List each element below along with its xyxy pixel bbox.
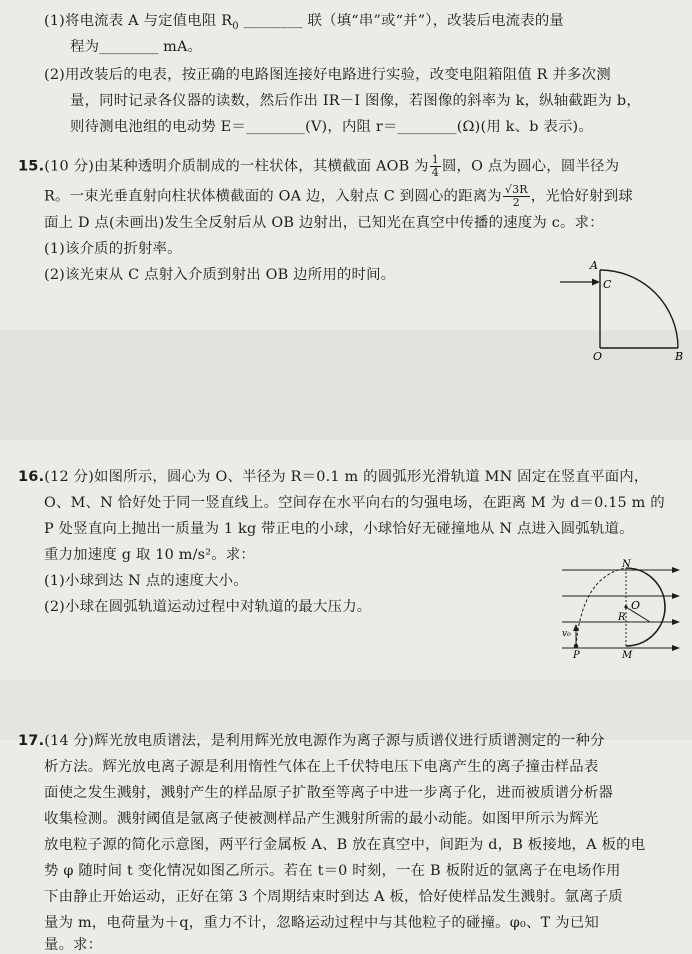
- q16-ball-P: [574, 644, 578, 648]
- q17-line7: 下由静止开始运动，正好在第 3 个周期结束时到达 A 板，恰好使样品发生溅射。氩离子质: [44, 889, 623, 905]
- q17-line6: 势 φ 随时间 t 变化情况如图乙所示。若在 t＝0 时刻，一在 B 板附近的氩离子在电场作用: [44, 863, 621, 879]
- q17-line4: 收集检测。溅射阈值是氩离子使被测样品产生溅射所需的最小动能。如图甲所示为辉光: [44, 811, 599, 827]
- q15-label-B: B: [675, 350, 684, 363]
- q17-line8: 量为 m，电荷量为＋q，重力不计，忽略运动过程中与其他粒子的碰撞。φ₀、T 为已知: [44, 915, 599, 931]
- q17-line5: 放电粒子源的简化示意图，两平行金属板 A、B 放在真空中，间距为 d，B 板接地，A 板的电: [44, 837, 646, 853]
- q15-question1: (1)该介质的折射率。: [44, 241, 182, 257]
- q14-part2-line3: 则待测电池组的电动势 E＝________(V)，内阻 r＝________(Ω)(用 k、b 表示)。: [70, 119, 593, 135]
- q15-points: (10 分): [44, 158, 95, 175]
- q16-question2: (2)小球在圆弧轨道运动过程中对轨道的最大压力。: [44, 599, 372, 615]
- q17-line2: 析方法。辉光放电离子源是利用惰性气体在上千伏特电压下电离产生的离子撞击样品表: [44, 759, 599, 775]
- q16-ball-trajectory: [576, 568, 626, 646]
- q17-number: 17.: [18, 733, 45, 749]
- q17-line1: 17.(14 分)辉光放电质谱法，是利用辉光放电源作为离子源与质谱仪进行质谱测定的一种分: [18, 733, 605, 749]
- q17-line3: 面使之发生溅射，溅射产生的样品原子扩散至等离子中进一步离子化，进而被质谱分析器: [44, 785, 614, 801]
- q15-label-C: C: [603, 278, 612, 291]
- q15-label-A: A: [590, 259, 598, 272]
- q16-label-M: M: [622, 650, 633, 661]
- q16-label-P: P: [573, 650, 580, 661]
- q16-line1: 16.(12 分)如图所示，圆心为 O、半径为 R＝0.1 m 的圆弧形光滑轨道 MN 固定在竖直平面内，: [18, 469, 649, 485]
- q16-line2: O、M、N 恰好处于同一竖直线上。空间存在水平向右的匀强电场，在距离 M 为 d＝0.15 m 的: [44, 495, 665, 511]
- q16-v0-arrowhead: [573, 624, 579, 631]
- q16-line3: P 处竖直向上抛出一质量为 1 kg 带正电的小球，小球恰好无碰撞地从 N 点进入圆弧轨道。: [44, 521, 634, 537]
- q16-label-N: N: [622, 559, 631, 570]
- q15-line1: 15.(10 分)由某种透明介质制成的一柱状体，其横截面 AOB 为 $\frac{1}{4}$ 圆，O 点为圆心，圆半径为: [18, 153, 620, 179]
- q14-part2-line1: (2)用改装后的电表，按正确的电路图连接好电路进行实验，改变电阻箱阻值 R 并多次测: [44, 67, 611, 83]
- q15-line3: 面上 D 点(未画出)发生全反射后从 OB 边射出，已知光在真空中传播的速度为 c。求：: [44, 215, 604, 231]
- q16-line4: 重力加速度 g 取 10 m/s²。求：: [44, 547, 255, 563]
- q15-fraction-quarter: $\frac{1}{4}$: [431, 153, 439, 179]
- q14-part1-line2: 程为________ mA。: [70, 39, 203, 55]
- q16-field-lines: [562, 570, 678, 648]
- q15-label-O: O: [593, 350, 603, 363]
- q15-arc-AB: [600, 270, 678, 348]
- q16-center-O: [624, 605, 627, 608]
- q17-line9: 量。求：: [44, 937, 103, 953]
- q14-part1-line1: (1)将电流表 A 与定值电阻 $R_0$ ________ 联（填“串”或“并”），改装后电流表的量: [44, 13, 565, 32]
- q16-question1: (1)小球到达 N 点的速度大小。: [44, 573, 248, 589]
- q15-question2: (2)该光束从 C 点射入介质到射出 OB 边所用的时间。: [44, 267, 396, 283]
- q17-points: (14 分): [44, 733, 95, 749]
- q14-part2-line2: 量，同时记录各仪器的读数，然后作出 IR－I 图像，若图像的斜率为 k，纵轴截距为 b，: [70, 93, 641, 109]
- q15-quarter-circle-figure: [560, 258, 690, 364]
- q16-points: (12 分): [44, 469, 95, 485]
- q15-number: 15.: [18, 158, 45, 175]
- q15-ray-arrow: [592, 279, 600, 286]
- q16-field-arrows: [672, 567, 680, 651]
- q16-label-R: R: [618, 612, 626, 623]
- q16-number: 16.: [18, 469, 45, 485]
- q16-label-v0: v₀: [562, 629, 571, 639]
- q16-circular-track-figure: [560, 558, 686, 662]
- q16-label-O: O: [631, 599, 641, 612]
- q15-fraction-distance: $\frac{√3R}{2}$: [504, 183, 528, 209]
- scan-shadow-band-lower: [0, 680, 692, 740]
- q15-line2: R。一束光垂直射向柱状体横截面的 OA 边，入射点 C 到圆心的距离为 $\frac{√3R}{2}$ ，光恰好射到球: [44, 183, 633, 209]
